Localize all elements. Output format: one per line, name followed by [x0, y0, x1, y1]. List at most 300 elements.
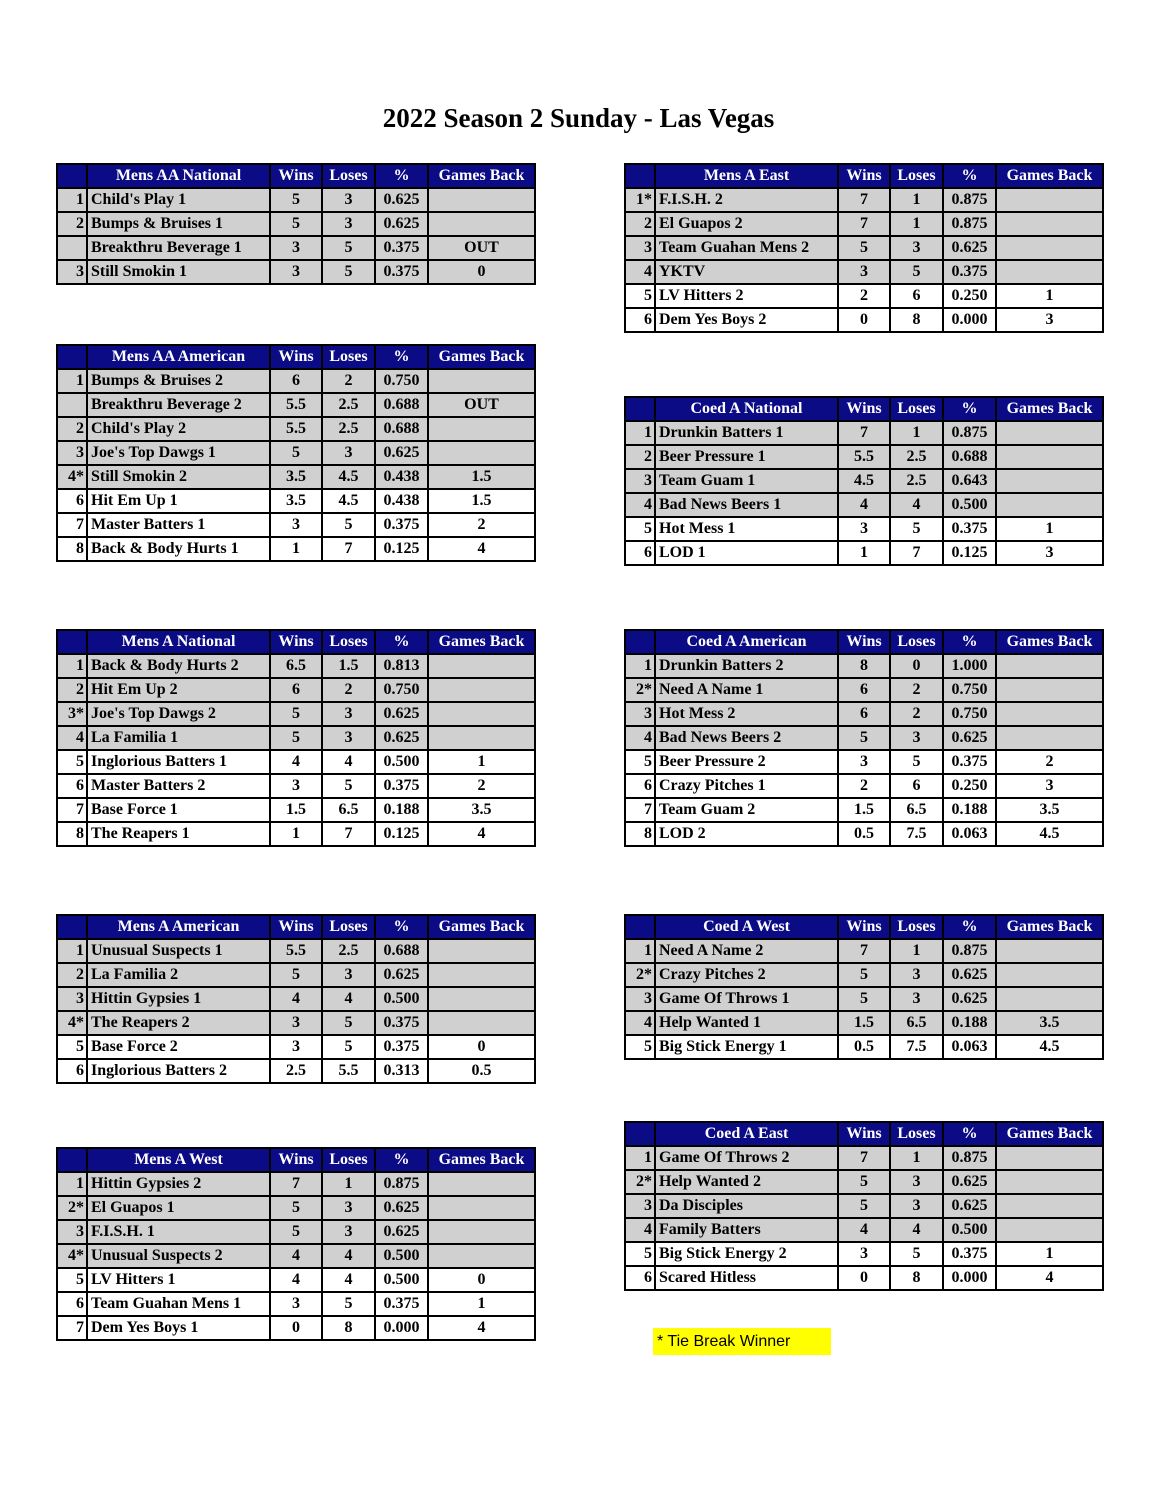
rank-cell: 3*: [57, 702, 87, 726]
wins-cell: 7: [838, 188, 890, 212]
loses-header: Loses: [322, 915, 375, 939]
games-back-cell: [428, 963, 535, 987]
rank-cell: 2: [625, 212, 655, 236]
pct-cell: 0.875: [943, 188, 996, 212]
team-name: Back & Body Hurts 1: [87, 537, 270, 561]
loses-cell: 4: [322, 1244, 375, 1268]
wins-cell: 5: [270, 1220, 322, 1244]
games-back-cell: [996, 188, 1103, 212]
standings-row: [625, 678, 1103, 702]
team-name: Bumps & Bruises 1: [87, 212, 270, 236]
wins-cell: 3: [270, 1011, 322, 1035]
games-back-cell: 4: [428, 1316, 535, 1340]
loses-cell: 3: [890, 1194, 943, 1218]
rank-cell: 6: [57, 1292, 87, 1316]
team-name: Breakthru Beverage 1: [87, 236, 270, 260]
rank-cell: 1: [57, 1172, 87, 1196]
loses-cell: 3: [322, 1196, 375, 1220]
wins-header: Wins: [270, 1148, 322, 1172]
games-back-cell: [428, 369, 535, 393]
standings-row: [57, 236, 535, 260]
team-name: Big Stick Energy 1: [655, 1035, 838, 1059]
team-name: Beer Pressure 1: [655, 445, 838, 469]
loses-header: Loses: [322, 630, 375, 654]
games-back-cell: [996, 963, 1103, 987]
loses-cell: 6.5: [322, 798, 375, 822]
team-name: Breakthru Beverage 2: [87, 393, 270, 417]
division-name: Mens A American: [87, 915, 270, 939]
pct-cell: 0.625: [375, 963, 428, 987]
team-name: Scared Hitless: [655, 1266, 838, 1290]
standings-row: [625, 236, 1103, 260]
rank-cell: 8: [625, 822, 655, 846]
wins-cell: 2: [838, 774, 890, 798]
wins-cell: 3: [838, 750, 890, 774]
rank-cell: 3: [57, 987, 87, 1011]
loses-cell: 5: [322, 1011, 375, 1035]
standings-row: [625, 1035, 1103, 1059]
loses-cell: 2.5: [890, 445, 943, 469]
pct-cell: 0.625: [943, 1170, 996, 1194]
standings-row: [57, 654, 535, 678]
wins-header: Wins: [838, 397, 890, 421]
rank-cell: 3: [57, 441, 87, 465]
games-back-header: Games Back: [428, 345, 535, 369]
standings-row: [57, 1011, 535, 1035]
games-back-header: Games Back: [428, 630, 535, 654]
loses-cell: 8: [322, 1316, 375, 1340]
rank-cell: 1: [625, 939, 655, 963]
wins-header: Wins: [838, 915, 890, 939]
loses-cell: 4: [322, 750, 375, 774]
games-back-cell: 1: [428, 750, 535, 774]
rank-cell: 4: [625, 726, 655, 750]
team-name: Help Wanted 2: [655, 1170, 838, 1194]
wins-cell: 5: [838, 1170, 890, 1194]
games-back-cell: [428, 987, 535, 1011]
rank-cell: 3: [625, 987, 655, 1011]
wins-cell: 5.5: [270, 393, 322, 417]
rank-cell: 4: [625, 1011, 655, 1035]
standings-row: [625, 939, 1103, 963]
wins-cell: 5: [270, 188, 322, 212]
header-row: [625, 915, 1103, 939]
loses-cell: 1: [322, 1172, 375, 1196]
loses-cell: 3: [322, 702, 375, 726]
division-table: [56, 1147, 536, 1341]
pct-cell: 0.375: [943, 517, 996, 541]
pct-header: %: [375, 630, 428, 654]
standings-row: [57, 963, 535, 987]
games-back-header: Games Back: [428, 1148, 535, 1172]
standings-row: [57, 1196, 535, 1220]
games-back-header: Games Back: [428, 915, 535, 939]
standings-row: [625, 1194, 1103, 1218]
wins-cell: 5: [838, 1194, 890, 1218]
team-name: Bad News Beers 2: [655, 726, 838, 750]
team-name: LV Hitters 2: [655, 284, 838, 308]
team-name: Still Smokin 2: [87, 465, 270, 489]
loses-header: Loses: [890, 915, 943, 939]
wins-cell: 3.5: [270, 465, 322, 489]
games-back-cell: [996, 212, 1103, 236]
rank-cell: 5: [57, 750, 87, 774]
wins-cell: 3: [270, 1292, 322, 1316]
team-name: Drunkin Batters 2: [655, 654, 838, 678]
games-back-cell: [996, 702, 1103, 726]
standings-row: [57, 822, 535, 846]
rank-cell: [57, 393, 87, 417]
rank-cell: 4: [625, 1218, 655, 1242]
team-name: Game Of Throws 1: [655, 987, 838, 1011]
standings-row: [57, 1316, 535, 1340]
standings-row: [57, 774, 535, 798]
wins-cell: 6: [270, 678, 322, 702]
rank-header: [625, 915, 655, 939]
games-back-cell: 3.5: [428, 798, 535, 822]
loses-cell: 3: [890, 1170, 943, 1194]
pct-cell: 0.125: [375, 537, 428, 561]
games-back-cell: OUT: [428, 236, 535, 260]
wins-cell: 5: [270, 212, 322, 236]
standings-row: [57, 188, 535, 212]
rank-header: [57, 164, 87, 188]
games-back-cell: 3: [996, 774, 1103, 798]
games-back-cell: [996, 1170, 1103, 1194]
loses-cell: 6: [890, 774, 943, 798]
team-name: Need A Name 1: [655, 678, 838, 702]
wins-cell: 0: [270, 1316, 322, 1340]
standings-row: [57, 489, 535, 513]
rank-header: [57, 1148, 87, 1172]
rank-cell: 2: [57, 678, 87, 702]
games-back-cell: OUT: [428, 393, 535, 417]
games-back-cell: [428, 1196, 535, 1220]
pct-cell: 0.688: [375, 393, 428, 417]
wins-cell: 8: [838, 654, 890, 678]
standings-row: [625, 1242, 1103, 1266]
rank-cell: 2: [625, 445, 655, 469]
wins-cell: 1.5: [838, 1011, 890, 1035]
pct-cell: 0.375: [375, 1011, 428, 1035]
pct-header: %: [943, 915, 996, 939]
team-name: Still Smokin 1: [87, 260, 270, 284]
rank-cell: 3: [625, 1194, 655, 1218]
loses-header: Loses: [322, 164, 375, 188]
wins-cell: 0.5: [838, 822, 890, 846]
pct-cell: 0.500: [375, 1244, 428, 1268]
standings-row: [625, 1146, 1103, 1170]
standings-row: [625, 421, 1103, 445]
rank-cell: 6: [625, 774, 655, 798]
header-row: [625, 630, 1103, 654]
loses-cell: 7: [322, 822, 375, 846]
pct-cell: 0.375: [375, 1035, 428, 1059]
games-back-header: Games Back: [996, 915, 1103, 939]
wins-cell: 3: [838, 260, 890, 284]
rank-cell: 2: [57, 212, 87, 236]
standings-row: [625, 541, 1103, 565]
header-row: [57, 345, 535, 369]
wins-cell: 6: [838, 702, 890, 726]
pct-cell: 0.375: [375, 513, 428, 537]
loses-cell: 5: [890, 517, 943, 541]
standings-row: [625, 702, 1103, 726]
wins-cell: 2.5: [270, 1059, 322, 1083]
pct-cell: 0.375: [943, 260, 996, 284]
games-back-header: Games Back: [996, 397, 1103, 421]
division-name: Mens A West: [87, 1148, 270, 1172]
loses-cell: 2.5: [890, 469, 943, 493]
games-back-cell: 1.5: [428, 489, 535, 513]
team-name: Master Batters 2: [87, 774, 270, 798]
rank-cell: 5: [625, 750, 655, 774]
wins-cell: 3: [270, 774, 322, 798]
rank-cell: 7: [57, 798, 87, 822]
team-name: Joe's Top Dawgs 2: [87, 702, 270, 726]
wins-cell: 5: [270, 702, 322, 726]
loses-cell: 7.5: [890, 1035, 943, 1059]
rank-cell: 3: [625, 702, 655, 726]
wins-cell: 3: [270, 513, 322, 537]
loses-cell: 1: [890, 421, 943, 445]
team-name: LOD 2: [655, 822, 838, 846]
standings-row: [57, 750, 535, 774]
header-row: [57, 915, 535, 939]
pct-cell: 0.125: [943, 541, 996, 565]
pct-header: %: [943, 397, 996, 421]
wins-cell: 6: [838, 678, 890, 702]
games-back-cell: [428, 1172, 535, 1196]
games-back-cell: [996, 421, 1103, 445]
pct-cell: 0.500: [375, 987, 428, 1011]
games-back-header: Games Back: [428, 164, 535, 188]
rank-cell: 3: [57, 1220, 87, 1244]
games-back-cell: [996, 678, 1103, 702]
team-name: Inglorious Batters 2: [87, 1059, 270, 1083]
team-name: Unusual Suspects 1: [87, 939, 270, 963]
games-back-cell: [996, 445, 1103, 469]
pct-cell: 0.688: [375, 939, 428, 963]
loses-cell: 5.5: [322, 1059, 375, 1083]
wins-cell: 4: [270, 1244, 322, 1268]
team-name: Help Wanted 1: [655, 1011, 838, 1035]
standings-row: [625, 1011, 1103, 1035]
games-back-cell: 3.5: [996, 798, 1103, 822]
pct-cell: 0.375: [943, 750, 996, 774]
wins-header: Wins: [838, 630, 890, 654]
pct-cell: 0.000: [943, 1266, 996, 1290]
team-name: El Guapos 1: [87, 1196, 270, 1220]
games-back-cell: 3.5: [996, 1011, 1103, 1035]
wins-header: Wins: [838, 1122, 890, 1146]
loses-cell: 5: [322, 513, 375, 537]
loses-cell: 3: [890, 963, 943, 987]
loses-cell: 3: [322, 1220, 375, 1244]
standings-row: [57, 393, 535, 417]
pct-cell: 0.875: [943, 212, 996, 236]
pct-cell: 0.500: [943, 1218, 996, 1242]
team-name: Hit Em Up 1: [87, 489, 270, 513]
pct-cell: 0.375: [943, 1242, 996, 1266]
team-name: LV Hitters 1: [87, 1268, 270, 1292]
loses-cell: 6: [890, 284, 943, 308]
pct-cell: 0.313: [375, 1059, 428, 1083]
standings-row: [57, 702, 535, 726]
standings-row: [625, 260, 1103, 284]
wins-cell: 0.5: [838, 1035, 890, 1059]
team-name: LOD 1: [655, 541, 838, 565]
loses-cell: 2.5: [322, 939, 375, 963]
loses-header: Loses: [322, 345, 375, 369]
wins-cell: 5: [270, 963, 322, 987]
games-back-cell: 2: [996, 750, 1103, 774]
team-name: Hit Em Up 2: [87, 678, 270, 702]
games-back-cell: [996, 654, 1103, 678]
rank-cell: 3: [625, 236, 655, 260]
wins-cell: 4: [838, 493, 890, 517]
standings-row: [625, 493, 1103, 517]
division-table: [624, 163, 1104, 333]
rank-cell: 2: [57, 963, 87, 987]
wins-cell: 6.5: [270, 654, 322, 678]
loses-cell: 1.5: [322, 654, 375, 678]
wins-cell: 7: [838, 939, 890, 963]
pct-header: %: [375, 1148, 428, 1172]
games-back-cell: 0: [428, 1035, 535, 1059]
wins-cell: 7: [838, 1146, 890, 1170]
division-name: Coed A East: [655, 1122, 838, 1146]
pct-cell: 0.625: [943, 726, 996, 750]
rank-header: [625, 164, 655, 188]
standings-row: [57, 1035, 535, 1059]
rank-cell: 1: [57, 188, 87, 212]
games-back-cell: [996, 1194, 1103, 1218]
games-back-cell: [428, 212, 535, 236]
loses-header: Loses: [322, 1148, 375, 1172]
standings-row: [57, 212, 535, 236]
games-back-cell: [996, 1146, 1103, 1170]
games-back-cell: [428, 702, 535, 726]
rank-header: [625, 1122, 655, 1146]
rank-cell: [57, 236, 87, 260]
division-name: Mens AA American: [87, 345, 270, 369]
wins-cell: 3: [270, 1035, 322, 1059]
pct-cell: 0.250: [943, 284, 996, 308]
loses-cell: 7: [890, 541, 943, 565]
standings-row: [57, 1220, 535, 1244]
games-back-cell: 2: [428, 513, 535, 537]
pct-header: %: [375, 915, 428, 939]
rank-cell: 6: [625, 541, 655, 565]
pct-cell: 1.000: [943, 654, 996, 678]
division-name: Mens A East: [655, 164, 838, 188]
pct-cell: 0.688: [943, 445, 996, 469]
standings-row: [57, 1059, 535, 1083]
pct-cell: 0.375: [375, 260, 428, 284]
standings-row: [625, 284, 1103, 308]
standings-row: [57, 939, 535, 963]
division-table: [56, 629, 536, 847]
pct-cell: 0.875: [943, 939, 996, 963]
wins-cell: 3.5: [270, 489, 322, 513]
games-back-cell: [428, 726, 535, 750]
rank-header: [625, 630, 655, 654]
loses-cell: 4: [890, 1218, 943, 1242]
header-row: [625, 1122, 1103, 1146]
wins-header: Wins: [270, 345, 322, 369]
team-name: Joe's Top Dawgs 1: [87, 441, 270, 465]
games-back-cell: [996, 726, 1103, 750]
wins-cell: 4: [838, 1218, 890, 1242]
wins-cell: 5: [270, 441, 322, 465]
team-name: Hittin Gypsies 1: [87, 987, 270, 1011]
loses-cell: 1: [890, 1146, 943, 1170]
loses-cell: 3: [890, 987, 943, 1011]
rank-cell: 2*: [625, 963, 655, 987]
games-back-cell: 1.5: [428, 465, 535, 489]
games-back-cell: 3: [996, 541, 1103, 565]
pct-cell: 0.688: [375, 417, 428, 441]
division-table: [56, 344, 536, 562]
loses-cell: 3: [322, 441, 375, 465]
loses-cell: 2: [890, 678, 943, 702]
wins-cell: 5.5: [838, 445, 890, 469]
loses-cell: 0: [890, 654, 943, 678]
pct-cell: 0.500: [375, 750, 428, 774]
team-name: Bumps & Bruises 2: [87, 369, 270, 393]
loses-cell: 4: [322, 1268, 375, 1292]
rank-header: [57, 630, 87, 654]
games-back-cell: [996, 987, 1103, 1011]
team-name: Hittin Gypsies 2: [87, 1172, 270, 1196]
pct-cell: 0.188: [375, 798, 428, 822]
rank-cell: 2*: [57, 1196, 87, 1220]
games-back-cell: 0: [428, 1268, 535, 1292]
loses-cell: 5: [890, 260, 943, 284]
wins-cell: 2: [838, 284, 890, 308]
wins-cell: 6: [270, 369, 322, 393]
rank-cell: 4: [57, 726, 87, 750]
loses-cell: 4.5: [322, 489, 375, 513]
games-back-cell: [996, 1218, 1103, 1242]
team-name: Hot Mess 1: [655, 517, 838, 541]
pct-cell: 0.625: [943, 1194, 996, 1218]
pct-header: %: [943, 1122, 996, 1146]
loses-cell: 1: [890, 939, 943, 963]
standings-row: [57, 465, 535, 489]
pct-cell: 0.125: [375, 822, 428, 846]
games-back-cell: [996, 236, 1103, 260]
rank-cell: 2*: [625, 678, 655, 702]
standings-row: [625, 212, 1103, 236]
loses-cell: 6.5: [890, 798, 943, 822]
wins-cell: 5.5: [270, 417, 322, 441]
games-back-cell: [996, 493, 1103, 517]
division-name: Mens AA National: [87, 164, 270, 188]
team-name: Team Guam 2: [655, 798, 838, 822]
loses-cell: 2: [890, 702, 943, 726]
pct-cell: 0.875: [375, 1172, 428, 1196]
loses-header: Loses: [890, 397, 943, 421]
loses-cell: 5: [890, 1242, 943, 1266]
standings-row: [625, 1170, 1103, 1194]
games-back-cell: [996, 260, 1103, 284]
games-back-cell: 3: [996, 308, 1103, 332]
games-back-cell: [996, 469, 1103, 493]
loses-cell: 2.5: [322, 393, 375, 417]
rank-cell: 6: [57, 489, 87, 513]
